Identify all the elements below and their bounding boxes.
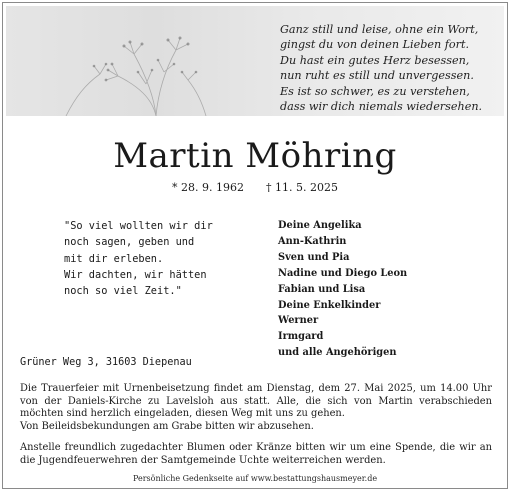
condolence-note: Von Beileidsbekundungen am Grabe bitten wir abzusehen. <box>20 421 314 432</box>
quote-line: mit dir erleben. <box>64 252 164 265</box>
poem-line: Ganz still und leise, ohne ein Wort, <box>280 23 479 36</box>
mourner: Fabian und Lisa <box>278 283 366 295</box>
mourner: Sven und Pia <box>278 251 350 263</box>
mourner: Ann-Kathrin <box>278 235 347 247</box>
death-date: † 11. 5. 2025 <box>266 181 338 194</box>
poem <box>280 22 482 114</box>
family-address: Grüner Weg 3, 31603 Diepenau <box>20 357 192 368</box>
mourner: Irmgard <box>278 331 324 343</box>
birth-date: * 28. 9. 1962 <box>172 181 244 194</box>
poem-line: Es ist so schwer, es zu verstehen, <box>280 84 470 98</box>
funeral-info-paragraph: Die Trauerfeier mit Urnenbeisetzung findet am Dienstag, dem 27. Mai 2025, um 14.00 Uhr von der Daniels-Kirche zu Lavelsloh aus statt. Alle, die sich von Martin verabschieden möchten sind herzlich eingeladen, diesen Weg mit uns zu gehen. <box>20 383 492 420</box>
farewell-quote <box>64 218 213 299</box>
donation-note: Anstelle freundlich zugedachter Blumen oder Kränze bitten wir um eine Spende, die wir an die Jugendfeuerwehren der Samtgemeinde Uchte weiterreichen werden. <box>20 442 492 466</box>
mourner: Deine Angelika <box>278 220 362 231</box>
poem-line: gingst du von deinen Lieben fort. <box>280 38 470 52</box>
memorial-page-link[interactable]: Persönliche Gedenkseite auf www.bestattungshausmeyer.de <box>132 474 378 483</box>
poem-line: dass wir dich niemals wiedersehen. <box>280 100 483 114</box>
mourners-list <box>278 218 407 361</box>
quote-line: noch sagen, geben und <box>64 236 195 249</box>
quote-line: Wir dachten, wir hätten <box>64 268 207 281</box>
mourner: Werner <box>278 315 319 327</box>
mourner: und alle Angehörigen <box>278 347 397 359</box>
poem-line: nun ruht es still und unvergessen. <box>280 69 474 83</box>
mourner: Deine Enkelkinder <box>278 299 381 311</box>
quote-line: "So viel wollten wir dir <box>64 220 213 232</box>
poem-line: Du hast ein gutes Herz besessen, <box>280 53 470 67</box>
quote-line: noch so viel Zeit." <box>64 285 182 298</box>
deceased-name: Martin Möhring <box>113 136 397 176</box>
mourner: Nadine und Diego Leon <box>278 267 408 279</box>
